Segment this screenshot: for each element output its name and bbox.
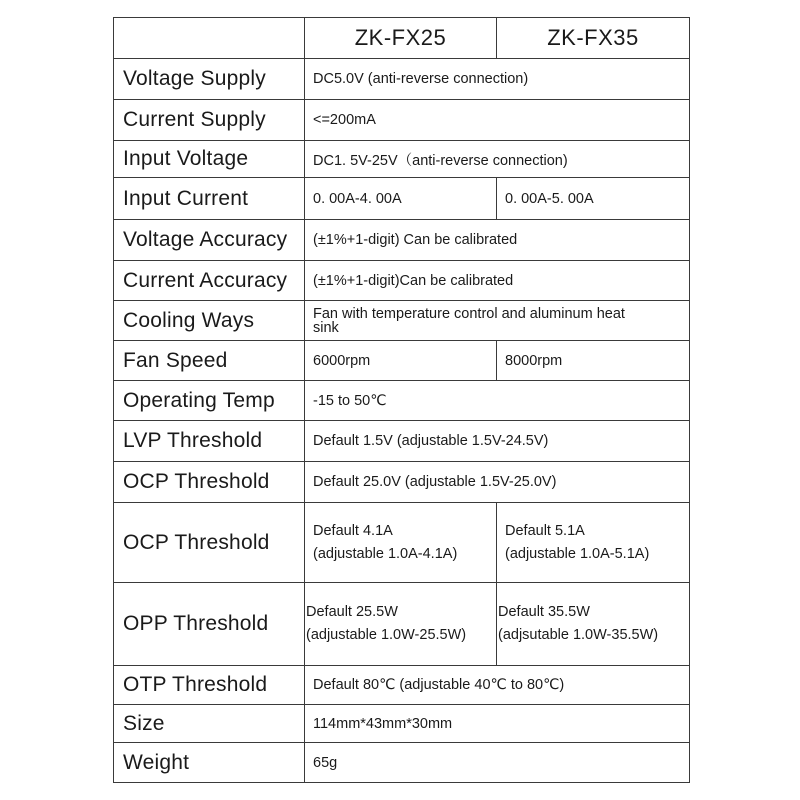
row-value: 114mm*43mm*30mm (305, 705, 690, 743)
row-label: Operating Temp (114, 381, 305, 421)
row-value-fx25 (305, 503, 497, 583)
row-label: LVP Threshold (114, 421, 305, 462)
row-label: Current Supply (114, 100, 305, 141)
row-value: Default 1.5V (adjustable 1.5V-24.5V) (305, 421, 690, 462)
value-line: (adjsutable 1.0W-35.5W) (498, 627, 659, 643)
value-line: Default 5.1A (505, 522, 585, 539)
row-value: Default 25.0V (adjustable 1.5V-25.0V) (305, 462, 690, 503)
row-value: Default 80℃ (adjustable 40℃ to 80℃) (305, 666, 690, 705)
row-value-fx25: 0. 00A-4. 00A (305, 178, 497, 220)
row-value: 65g (305, 743, 690, 783)
row-value: DC5.0V (anti-reverse connection) (305, 59, 690, 100)
row-input-voltage (114, 141, 690, 178)
row-label: OCP Threshold (114, 503, 305, 583)
row-value: Fan with temperature control and aluminum heat sink (305, 301, 690, 341)
row-value: (±1%+1-digit)Can be calibrated (305, 261, 690, 301)
row-label: Input Current (114, 178, 305, 220)
row-label: Size (114, 705, 305, 743)
row-value-fx35 (497, 503, 690, 583)
value-line: Default 25.5W (306, 604, 398, 620)
row-value: DC1. 5V-25V（anti-reverse connection) (305, 141, 690, 178)
value-line: (adjustable 1.0A-5.1A) (505, 545, 650, 562)
row-lvp-threshold (114, 421, 690, 462)
row-value: -15 to 50℃ (305, 381, 690, 421)
row-fan-speed (114, 341, 690, 381)
row-cooling-ways (114, 301, 690, 341)
value-line: Default 35.5W (498, 604, 590, 620)
row-opp-threshold (114, 583, 690, 666)
header-empty-cell (114, 18, 305, 59)
row-value-fx35: 8000rpm (497, 341, 690, 381)
row-voltage-accuracy (114, 220, 690, 261)
row-value-fx35 (497, 583, 690, 666)
row-otp-threshold (114, 666, 690, 705)
row-label: Cooling Ways (114, 301, 305, 341)
row-label: OPP Threshold (114, 583, 305, 666)
row-label: Weight (114, 743, 305, 783)
model-zk-fx35: ZK-FX35 (497, 18, 690, 59)
row-value-fx25: 6000rpm (305, 341, 497, 381)
row-label: Fan Speed (114, 341, 305, 381)
row-ocp-threshold-voltage (114, 462, 690, 503)
spec-table (113, 17, 690, 783)
row-weight (114, 743, 690, 783)
header-row (114, 18, 690, 59)
row-input-current (114, 178, 690, 220)
row-voltage-supply (114, 59, 690, 100)
model-zk-fx25: ZK-FX25 (305, 18, 497, 59)
row-operating-temp (114, 381, 690, 421)
row-label: OCP Threshold (114, 462, 305, 503)
row-label: Current Accuracy (114, 261, 305, 301)
value-line: (adjustable 1.0A-4.1A) (313, 545, 458, 562)
row-current-supply (114, 100, 690, 141)
row-value: <=200mA (305, 100, 690, 141)
row-size (114, 705, 690, 743)
row-value-fx35: 0. 00A-5. 00A (497, 178, 690, 220)
row-label: Voltage Accuracy (114, 220, 305, 261)
row-current-accuracy (114, 261, 690, 301)
row-ocp-threshold-current (114, 503, 690, 583)
row-value-fx25 (305, 583, 497, 666)
row-label: Voltage Supply (114, 59, 305, 100)
row-label: OTP Threshold (114, 666, 305, 705)
row-label: Input Voltage (114, 141, 305, 178)
value-line: Default 4.1A (313, 522, 393, 539)
row-value: (±1%+1-digit) Can be calibrated (305, 220, 690, 261)
value-line: (adjustable 1.0W-25.5W) (306, 627, 467, 643)
